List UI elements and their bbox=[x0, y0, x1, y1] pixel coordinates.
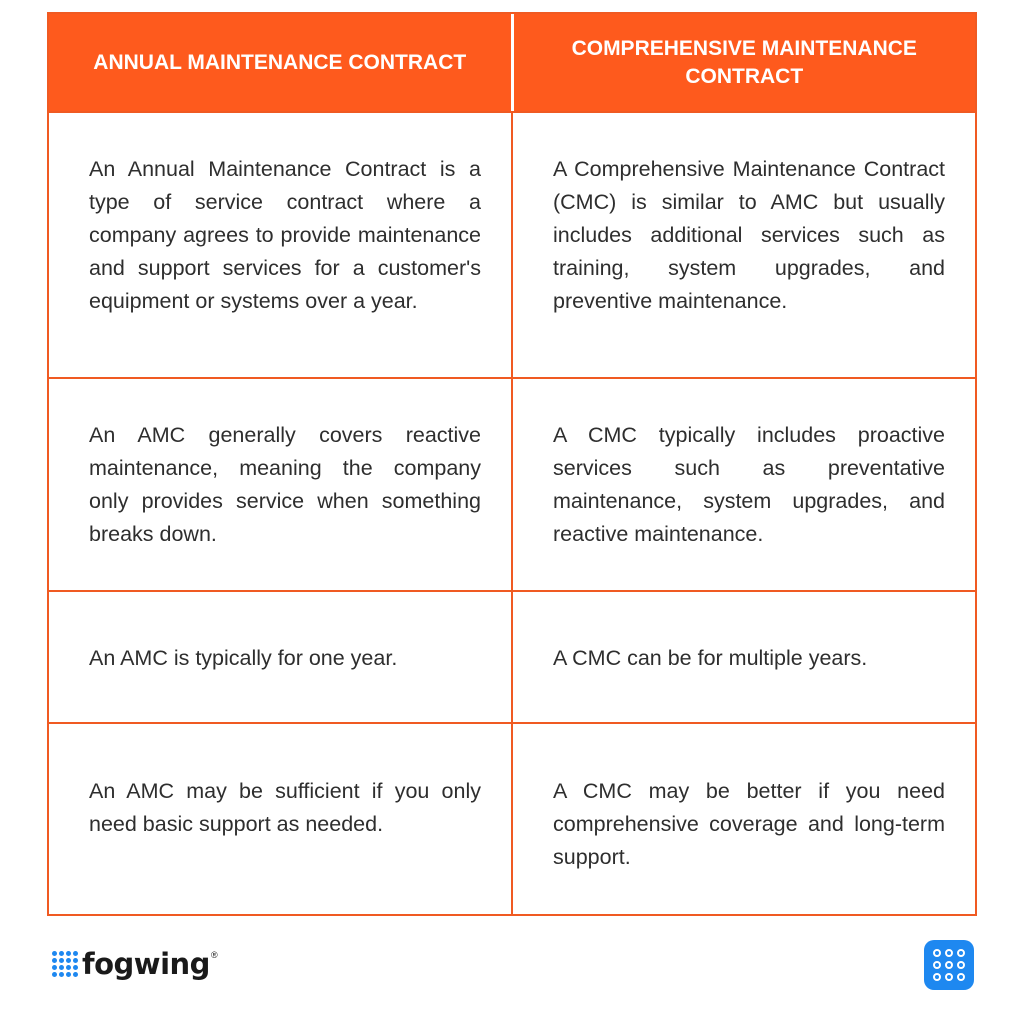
table-row bbox=[49, 377, 975, 590]
amc-cell bbox=[49, 379, 513, 590]
cmc-cell-text: A CMC typically includes proactive services such as preventative maintenance, system upgrades, and reactive maintenance. bbox=[553, 423, 945, 546]
cmc-cell-text: A CMC can be for multiple years. bbox=[553, 646, 868, 670]
amc-cell-text: An AMC may be sufficient if you only need basic support as needed. bbox=[89, 779, 481, 836]
table-row bbox=[49, 111, 975, 377]
amc-cell-text: An AMC is typically for one year. bbox=[89, 646, 398, 670]
amc-cell-text: An AMC generally covers reactive maintenance, meaning the company only provides service when something breaks down. bbox=[89, 423, 481, 546]
dot-grid-icon bbox=[52, 951, 78, 977]
cmc-cell bbox=[513, 113, 975, 377]
cmc-cell bbox=[513, 592, 975, 722]
app-grid-icon bbox=[924, 940, 974, 990]
amc-cell bbox=[49, 113, 513, 377]
table-row bbox=[49, 722, 975, 914]
comparison-table bbox=[47, 12, 977, 916]
cmc-cell bbox=[513, 724, 975, 914]
amc-cell-text: An Annual Maintenance Contract is a type of service contract where a company agrees to provide maintenance and support services for a customer's equipment or systems over a year. bbox=[89, 157, 481, 313]
header-amc: ANNUAL MAINTENANCE CONTRACT bbox=[49, 14, 514, 111]
amc-cell bbox=[49, 724, 513, 914]
cmc-cell-text: A Comprehensive Maintenance Contract (CMC) is similar to AMC but usually includes additional services such as training, system upgrades, and preventive maintenance. bbox=[553, 157, 945, 313]
table-header-row bbox=[49, 14, 975, 111]
brand-name: fogwing bbox=[82, 947, 210, 981]
cmc-cell-text: A CMC may be better if you need comprehensive coverage and long-term support. bbox=[553, 779, 945, 869]
cmc-cell bbox=[513, 379, 975, 590]
table-row bbox=[49, 590, 975, 722]
header-cmc: COMPREHENSIVE MAINTENANCE CONTRACT bbox=[571, 36, 917, 88]
registered-mark: ® bbox=[210, 950, 218, 960]
fogwing-logo bbox=[52, 944, 218, 984]
amc-cell bbox=[49, 592, 513, 722]
